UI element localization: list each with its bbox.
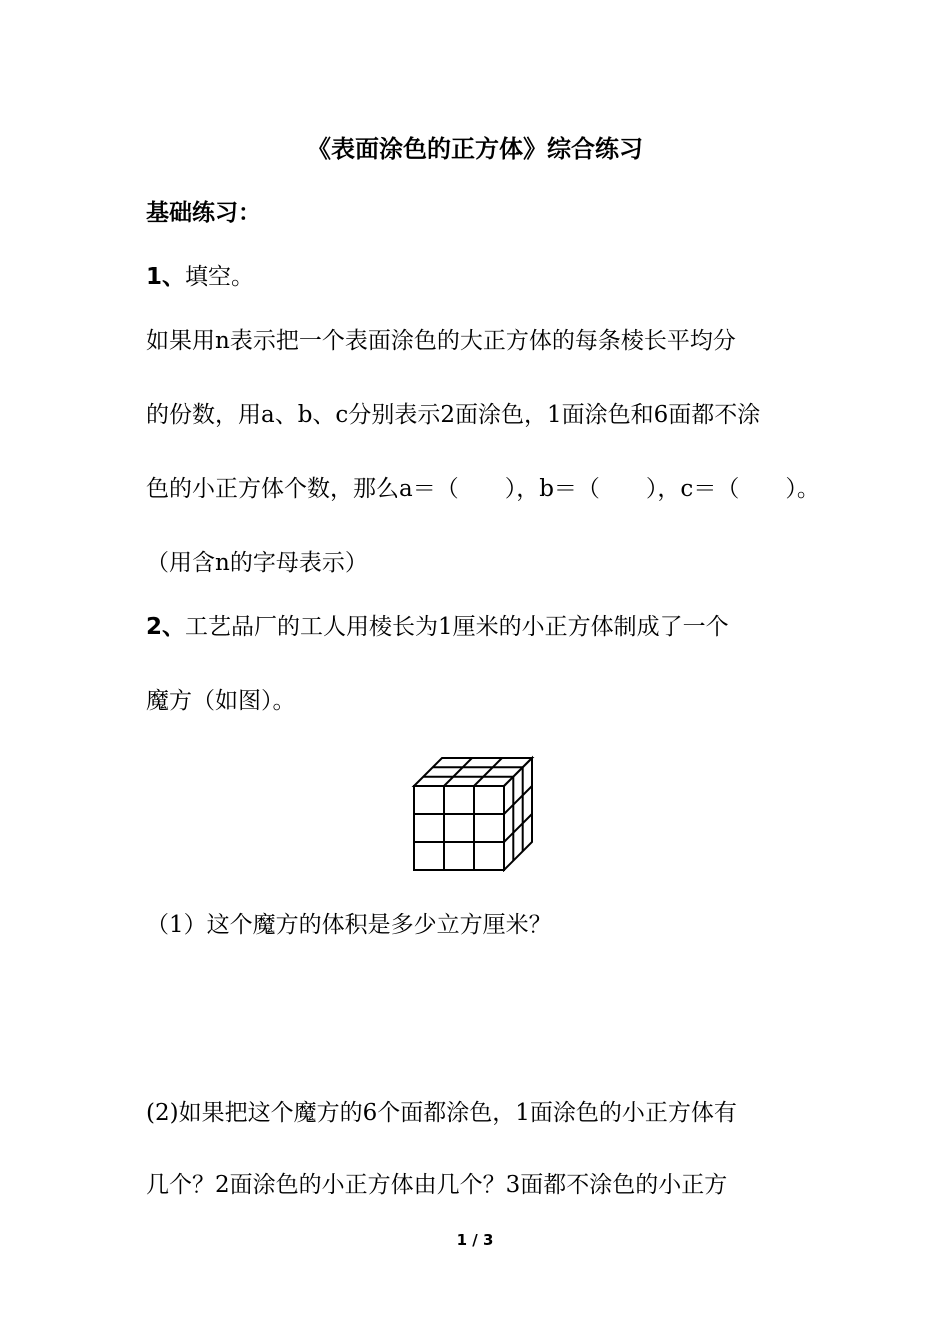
question-1-line-2: 的份数，用a、b、c分别表示2面涂色，1面涂色和6面都不涂 xyxy=(146,402,761,428)
question-1-line-3: 色的小正方体个数，那么a＝（ ），b＝（ ），c＝（ ）。 xyxy=(146,476,820,502)
question-1-line-1: 如果用n表示把一个表面涂色的大正方体的每条棱长平均分 xyxy=(146,328,736,354)
question-1-heading xyxy=(146,262,254,292)
question-1-title: 填空。 xyxy=(185,264,255,290)
question-2-sub-2-line-1: (2)如果把这个魔方的6个面都涂色，1面涂色的小正方体有 xyxy=(146,1100,737,1126)
page-number: 1 / 3 xyxy=(456,1231,494,1249)
rubiks-cube-figure xyxy=(410,754,536,872)
question-2-sub-1: （1）这个魔方的体积是多少立方厘米？ xyxy=(146,912,552,938)
section-heading-basic: 基础练习： xyxy=(146,200,261,226)
question-2-line-2: 魔方（如图）。 xyxy=(146,688,296,714)
question-1-number: 1、 xyxy=(146,264,186,290)
question-1-line-4: （用含n的字母表示） xyxy=(146,550,368,576)
question-2-number: 2、 xyxy=(146,614,186,640)
question-2-line-1 xyxy=(146,612,729,642)
question-2-text-1: 工艺品厂的工人用棱长为1厘米的小正方体制成了一个 xyxy=(185,614,729,640)
question-2-sub-2-line-2: 几个？2面涂色的小正方体由几个？3面都不涂色的小正方 xyxy=(146,1172,728,1198)
cube-front-face xyxy=(414,786,504,870)
document-title: 《表面涂色的正方体》综合练习 xyxy=(307,135,643,163)
cube-side-face xyxy=(504,758,532,870)
